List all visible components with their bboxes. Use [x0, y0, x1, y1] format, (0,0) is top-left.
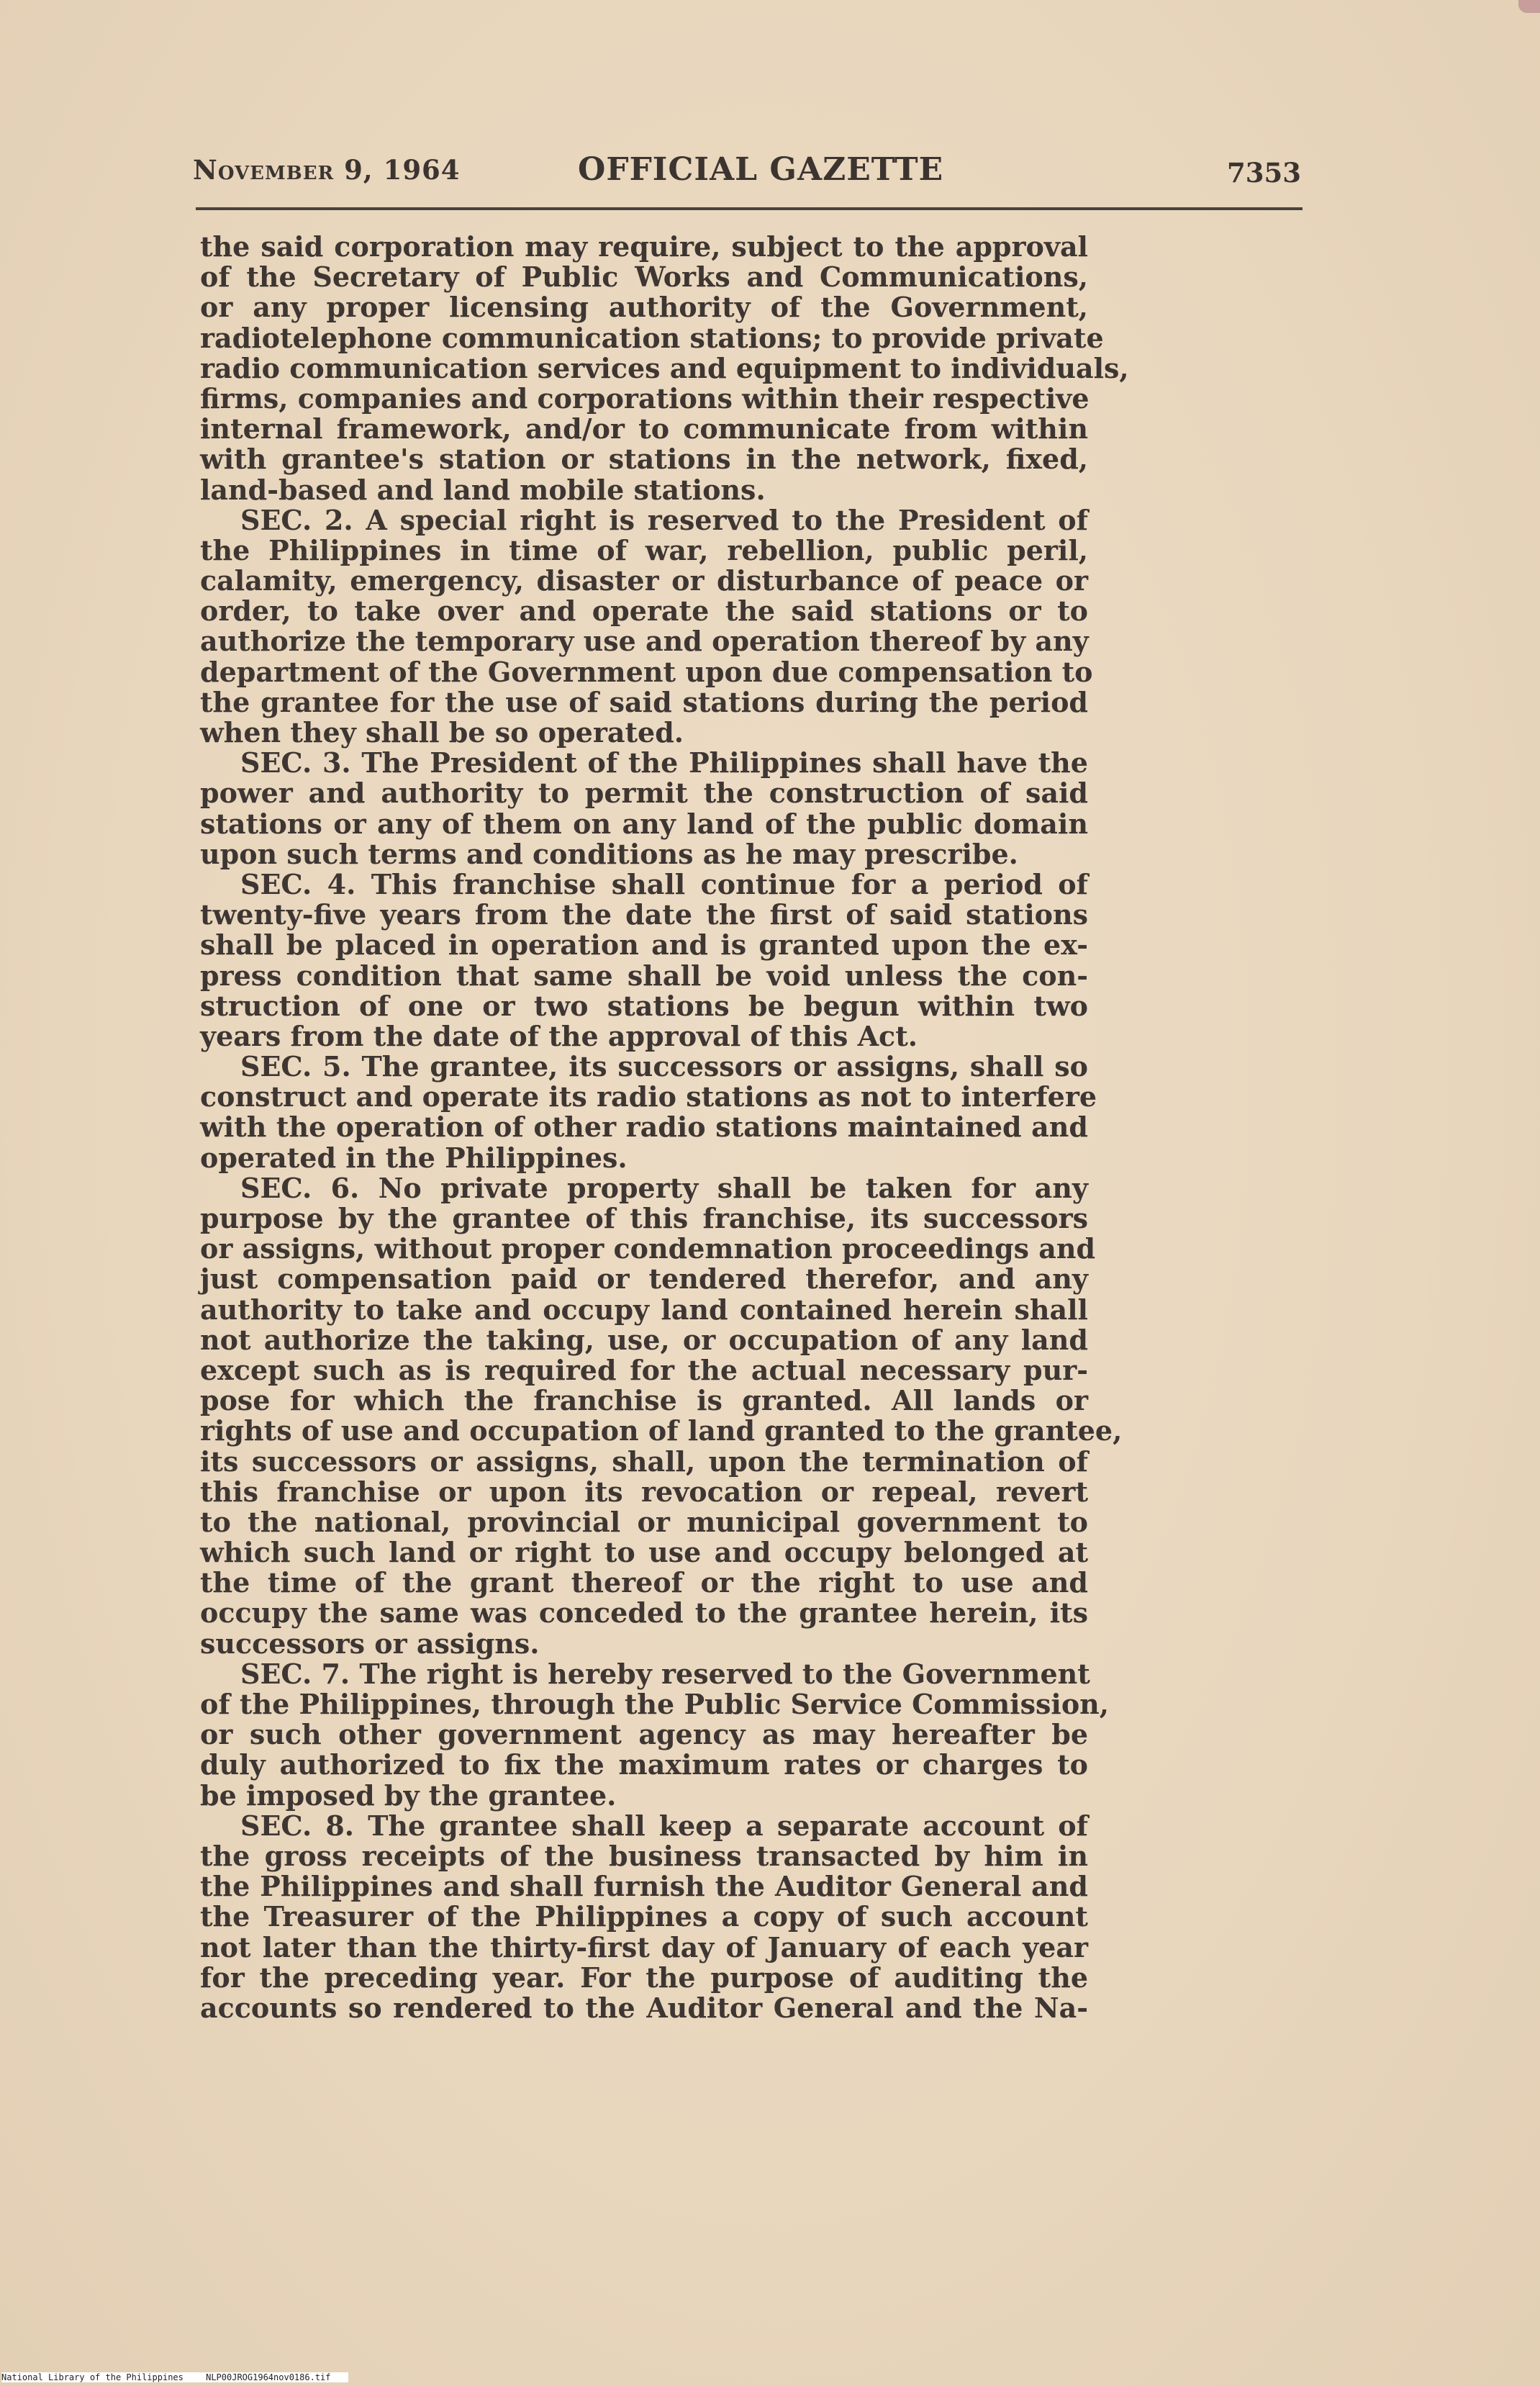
text-line: operated in the Philippines. — [200, 1141, 628, 1174]
text-line: radio communication services and equipment to individuals, — [200, 351, 1129, 384]
corner-mark — [1518, 0, 1540, 13]
text-line: the Treasurer of the Philippines a copy of such account — [200, 1900, 1088, 1933]
text-line: SEC. 2. A special right is reserved to the President of — [240, 503, 1088, 536]
text-line: except such as is required for the actual necessary pur- — [200, 1353, 1088, 1386]
text-line: twenty-five years from the date the first of said stations — [200, 898, 1088, 931]
text-line: SEC. 7. The right is hereby reserved to the Government — [240, 1657, 1090, 1690]
text-line: not authorize the taking, use, or occupation of any land — [200, 1323, 1088, 1356]
text-line: to the national, provincial or municipal government to — [200, 1505, 1088, 1538]
header-title: OFFICIAL GAZETTE — [578, 151, 944, 188]
text-line: department of the Government upon due compensation to — [200, 655, 1093, 688]
text-line: calamity, emergency, disaster or disturbance of peace or — [200, 564, 1088, 597]
text-line: stations or any of them on any land of the public domain — [200, 807, 1088, 840]
text-line: SEC. 6. No private property shall be taken for any — [240, 1171, 1088, 1204]
text-line: the said corporation may require, subject to the approval — [200, 230, 1088, 263]
text-line: accounts so rendered to the Auditor General and the Na- — [200, 1991, 1088, 2024]
text-line: firms, companies and corporations within their respective — [200, 381, 1090, 415]
text-line: purpose by the grantee of this franchise, its successors — [200, 1202, 1088, 1234]
body-text — [200, 230, 1129, 2024]
text-line: authority to take and occupy land contained herein shall — [200, 1293, 1088, 1326]
text-line: construct and operate its radio stations as not to interfere — [200, 1080, 1097, 1113]
text-line: power and authority to permit the construction of said — [200, 777, 1088, 810]
text-line: struction of one or two stations be begun within two — [200, 989, 1088, 1022]
text-line: authorize the temporary use and operation thereof by any — [200, 625, 1089, 658]
text-line: order, to take over and operate the said stations or to — [200, 595, 1088, 628]
text-line: this franchise or upon its revocation or repeal, revert — [200, 1475, 1088, 1508]
text-line: shall be placed in operation and is granted upon the ex- — [200, 928, 1088, 962]
text-line: occupy the same was conceded to the grantee herein, its — [200, 1596, 1088, 1630]
text-line: land-based and land mobile stations. — [200, 473, 766, 506]
page-header — [193, 148, 1301, 191]
text-line: the Philippines and shall furnish the Auditor General and — [200, 1870, 1088, 1903]
text-line: or such other government agency as may hereafter be — [200, 1718, 1088, 1751]
text-line: be imposed by the grantee. — [200, 1779, 617, 1812]
text-line: SEC. 5. The grantee, its successors or assigns, shall so — [240, 1050, 1088, 1083]
text-line: not later than the thirty-first day of January of each year — [200, 1930, 1088, 1964]
text-line: which such land or right to use and occupy belonged at — [200, 1536, 1088, 1569]
text-line: press condition that same shall be void unless the con- — [200, 959, 1088, 992]
text-line: or assigns, without proper condemnation proceedings and — [200, 1232, 1096, 1265]
text-line: the time of the grant thereof or the right to use and — [200, 1566, 1088, 1599]
header-rule — [196, 207, 1303, 210]
text-line: pose for which the franchise is granted. All lands or — [200, 1384, 1088, 1417]
text-line: SEC. 3. The President of the Philippines shall have the — [240, 746, 1088, 779]
text-line: rights of use and occupation of land granted to the grantee, — [200, 1414, 1123, 1447]
text-line: successors or assigns. — [200, 1627, 540, 1660]
text-line: when they shall be so operated. — [200, 716, 684, 749]
text-line: radiotelephone communication stations; to provide private — [200, 321, 1104, 354]
text-line: with grantee's station or stations in the network, fixed, — [200, 443, 1088, 476]
footer-library: National Library of the Philippines — [1, 2372, 184, 2382]
header-date: November 9, 1964 — [193, 154, 461, 186]
text-line: internal framework, and/or to communicate from within — [200, 412, 1088, 446]
text-line: for the preceding year. For the purpose of auditing the — [200, 1961, 1088, 1994]
text-line: duly authorized to fix the maximum rates or charges to — [200, 1748, 1088, 1781]
text-line: SEC. 8. The grantee shall keep a separate account of — [240, 1809, 1088, 1842]
text-line: upon such terms and conditions as he may prescribe. — [200, 837, 1018, 870]
text-line: its successors or assigns, shall, upon the termination of — [200, 1445, 1088, 1478]
text-line: SEC. 4. This franchise shall continue for a period of — [240, 867, 1088, 900]
text-line: with the operation of other radio stations maintained and — [200, 1111, 1088, 1144]
text-line: the gross receipts of the business transacted by him in — [200, 1839, 1088, 1872]
text-line: of the Secretary of Public Works and Communications, — [200, 261, 1088, 294]
footer-filename: NLP00JROG1964nov0186.tif — [206, 2372, 331, 2382]
text-line: of the Philippines, through the Public Service Commission, — [200, 1688, 1110, 1720]
text-line: the grantee for the use of said stations during the period — [200, 685, 1088, 718]
text-line: the Philippines in time of war, rebellion, public peril, — [200, 533, 1088, 566]
text-line: years from the date of the approval of this Act. — [200, 1019, 918, 1052]
text-line: just compensation paid or tendered therefor, and any — [200, 1262, 1088, 1296]
text-line: or any proper licensing authority of the Government, — [200, 291, 1088, 324]
header-page-number: 7353 — [1227, 157, 1301, 189]
page-footer — [1, 2372, 348, 2382]
